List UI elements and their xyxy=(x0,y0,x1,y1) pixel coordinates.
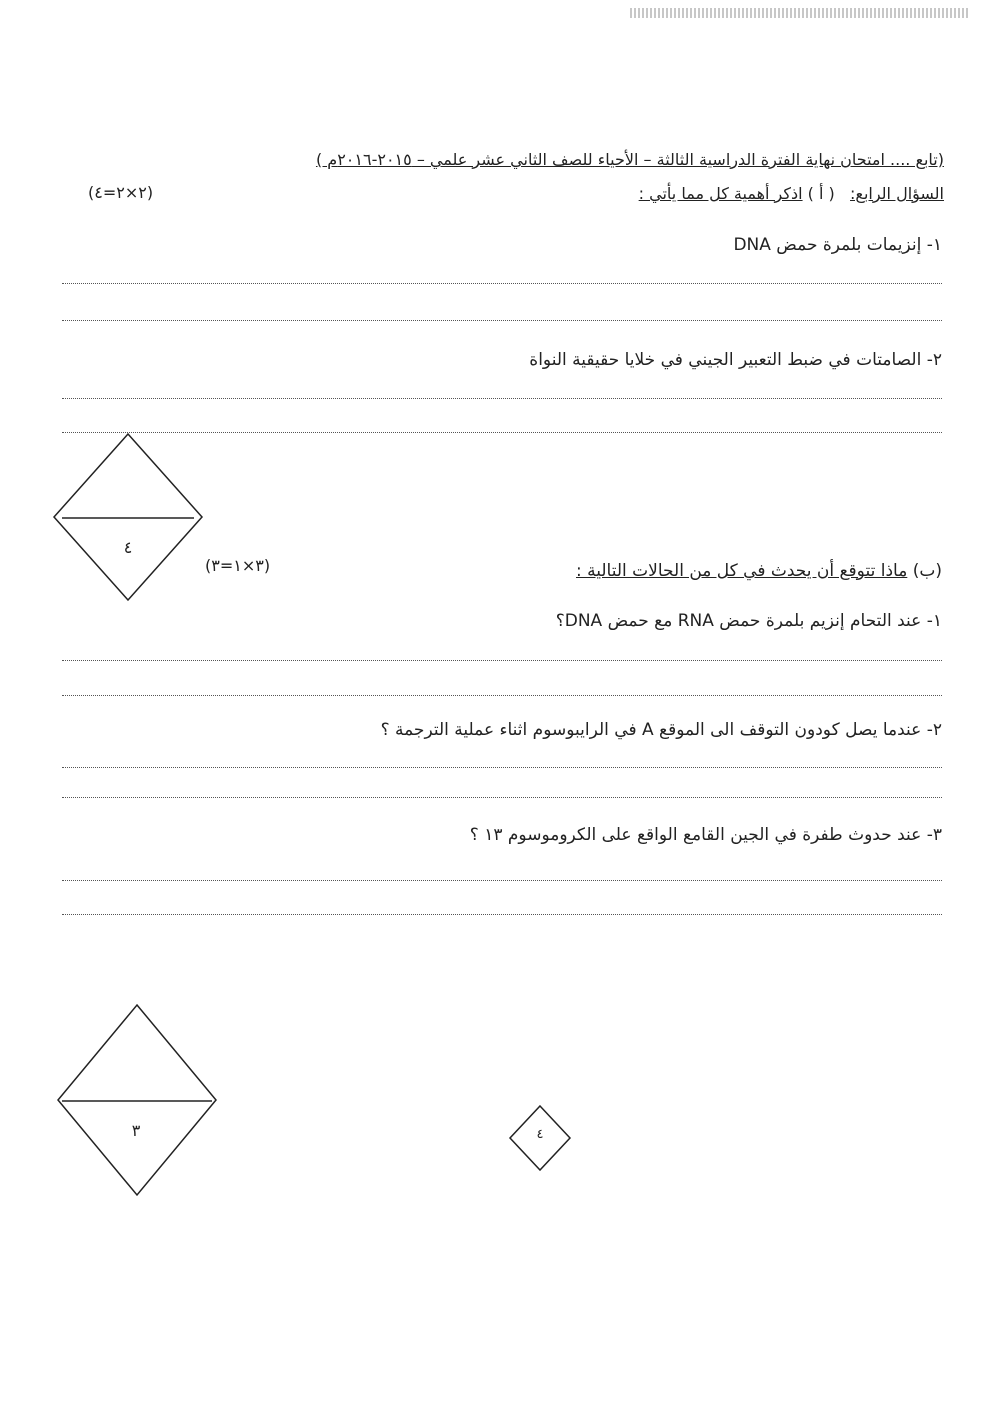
answer-line xyxy=(62,914,942,915)
question-four-title xyxy=(639,184,944,203)
score-box-part-b-value: ٣ xyxy=(131,1121,141,1140)
answer-line xyxy=(62,797,942,798)
page-number: ٤ xyxy=(536,1127,544,1142)
answer-line xyxy=(62,320,942,321)
part-b-item-1: ١- عند التحام إنزيم بلمرة حمض RNA مع حمض DNA؟ xyxy=(555,611,942,631)
answer-line xyxy=(62,880,942,881)
part-b-title xyxy=(576,561,942,581)
score-box-part-a-value: ٤ xyxy=(123,538,133,557)
part-a-marks: (٢×٢=٤) xyxy=(88,183,154,202)
part-b-text: ماذا تتوقع أن يحدث في كل من الحالات التالية : xyxy=(576,561,908,581)
answer-line xyxy=(62,283,942,284)
exam-header: (تابع .... امتحان نهاية الفترة الدراسية الثالثة – الأحياء للصف الثاني عشر علمي – ٢٠١٥-٢٠١٦م ) xyxy=(315,150,944,169)
part-a-item-2: ٢- الصامتات في ضبط التعبير الجيني في خلايا حقيقية النواة xyxy=(529,350,942,370)
question-label: السؤال الرابع: xyxy=(850,184,944,203)
answer-line xyxy=(62,660,942,661)
part-b-item-3: ٣- عند حدوث طفرة في الجين القامع الواقع على الكروموسوم ١٣ ؟ xyxy=(469,825,942,845)
part-b-label: (ب) xyxy=(912,561,942,581)
part-a-label: ( أ ) xyxy=(807,184,835,203)
answer-line xyxy=(62,398,942,399)
answer-line xyxy=(62,695,942,696)
part-b-item-2: ٢- عندما يصل كودون التوقف الى الموقع A في الرايبوسوم اثناء عملية الترجمة ؟ xyxy=(380,720,942,740)
score-box-part-b xyxy=(56,1003,218,1197)
part-a-text: اذكر أهمية كل مما يأتي : xyxy=(638,184,803,203)
part-b-marks: (٣×١=٣) xyxy=(205,556,271,575)
part-a-item-1: ١- إنزيمات بلمرة حمض DNA xyxy=(733,235,942,255)
answer-line xyxy=(62,767,942,768)
score-box-part-a xyxy=(52,432,204,602)
scan-noise xyxy=(630,8,970,18)
